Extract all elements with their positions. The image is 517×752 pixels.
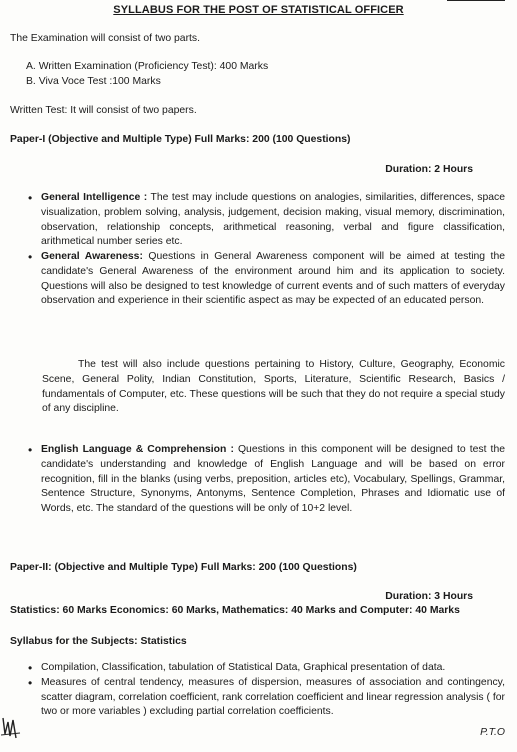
general-intelligence-label: General Intelligence : (41, 192, 148, 203)
paper1-heading: Paper-I (Objective and Multiple Type) Full Marks: 200 (100 Questions) (10, 134, 351, 145)
list-item: • Compilation, Classification, tabulation of Statistical Data, Graphical presentation of data. (28, 661, 505, 676)
paper2-duration: Duration: 3 Hours (385, 591, 473, 602)
syllabus-heading: Syllabus for the Subjects: Statistics (10, 636, 187, 647)
general-awareness-text: Questions in General Awareness component will be aimed at testing the candidate's General Awareness of the environment around him and its application to society. Questions will also be designed to test knowledge of current events and of such matters of everyday observation and experience in their scientific aspect as may be expected of an educated person. (41, 251, 506, 307)
signature-mark (0, 714, 22, 740)
list-item (28, 443, 505, 517)
english-text: Questions in this component will be designed to test the candidate's understanding and knowledge of English Language and will be based on error recognition, fill in the blanks (using verbs, preposition, articles etc), Vocabulary, Spellings, Grammar, Sentence Structure, Synonyms, Antonyms, Sentence Completion, Phrases and Idiomatic use of Words, etc. The standard of the questions will be only of 10+2 level. (41, 444, 505, 515)
part-b: B. Viva Voce Test :100 Marks (26, 76, 161, 87)
list-item (28, 191, 505, 250)
paper1-topic-list (28, 191, 505, 309)
english-label: English Language & Comprehension : (41, 444, 234, 455)
top-rule (447, 0, 505, 1)
intro-text: The Examination will consist of two parts. (10, 33, 200, 44)
general-awareness-label: General Awareness: (41, 251, 143, 263)
list-item (28, 250, 505, 309)
written-test-text: Written Test: It will consist of two papers. (10, 105, 197, 116)
part-a: A. Written Examination (Proficiency Test): 400 Marks (26, 61, 269, 72)
paper2-marks: Statistics: 60 Marks Economics: 60 Marks, Mathematics: 40 Marks and Computer: 40 Marks (10, 605, 460, 616)
english-topic-list (28, 443, 505, 517)
general-intelligence-text: The test may include questions on analogies, similarities, differences, space visualization, problem solving, analysis, judgement, decision making, visual memory, discrimination, observation, relationship concepts, arithmetical reasoning, verbal and figure classification, arithmetical number series etc. (41, 192, 506, 248)
statistics-topic-list (28, 661, 505, 720)
paper1-duration: Duration: 2 Hours (385, 164, 473, 175)
page-title: SYLLABUS FOR THE POST OF STATISTICAL OFFICER (113, 4, 404, 16)
pto-label: P.T.O (480, 727, 505, 738)
additional-topics-note: The test will also include questions pertaining to History, Culture, Geography, Economic Scene, General Polity, Indian Constitution, Sports, Literature, Scientific Research, Basics / fundamentals of Computer, etc. These questions will be such that they do not require a special study of any discipline. (42, 359, 505, 415)
paper2-heading: Paper-II: (Objective and Multiple Type) Full Marks: 200 (100 Questions) (10, 562, 357, 573)
list-item: • Measures of central tendency, measures of dispersion, measures of association and contingency, scatter diagram, correlation coefficient, rank correlation coefficient and linear regression analysis ( for two or more variables ) excluding partial correlation coefficients. (28, 676, 505, 720)
